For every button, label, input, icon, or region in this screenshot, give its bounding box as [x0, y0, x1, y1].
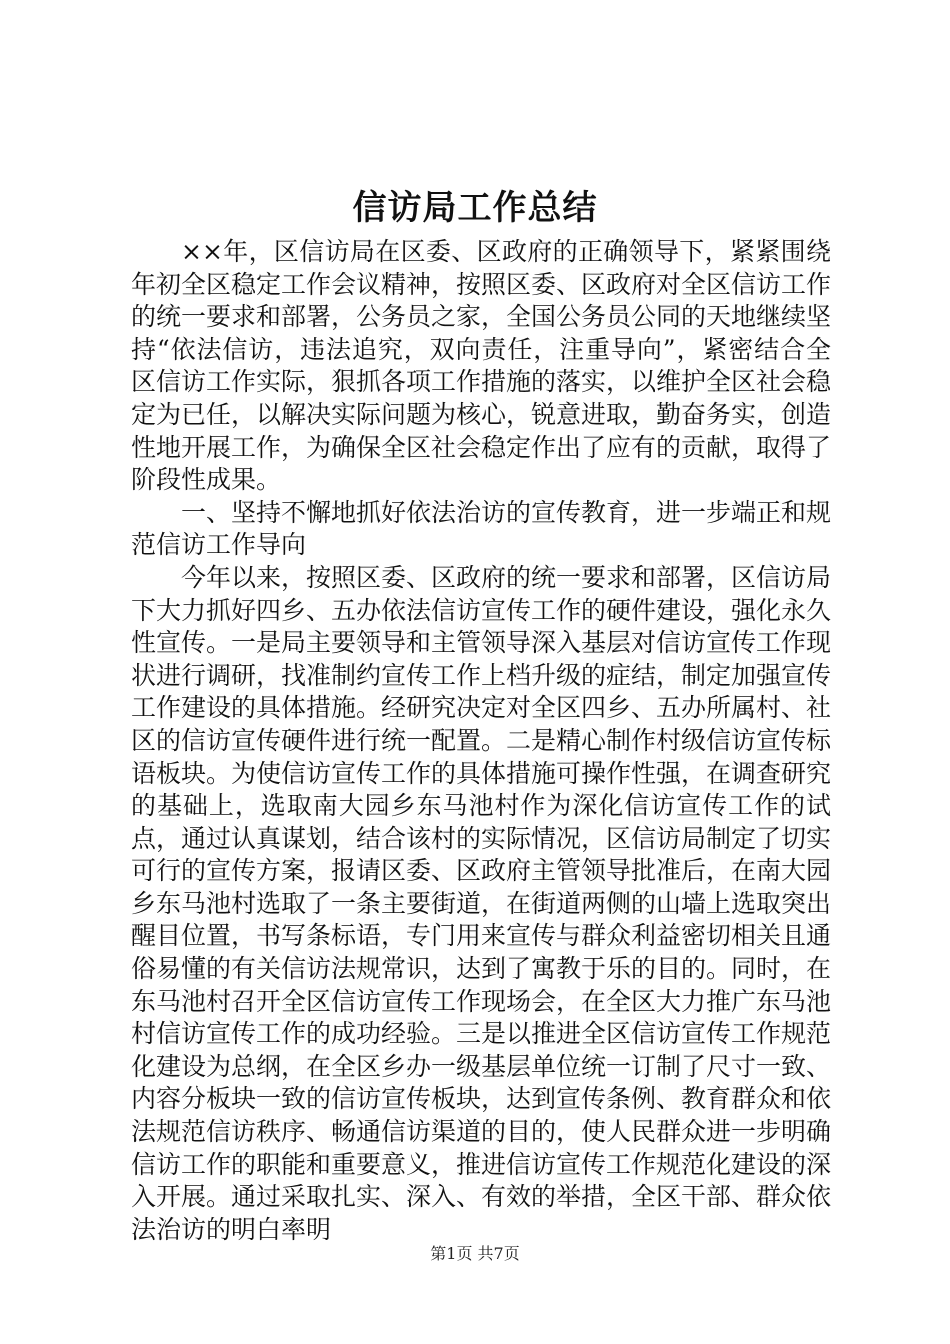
document-title: 信访局工作总结 — [352, 188, 598, 228]
paragraph-section-heading: 一、坚持不懈地抓好依法治访的宣传教育，进一步端正和规范信访工作导向 — [131, 497, 832, 560]
paragraph-section-body: 今年以来，按照区委、区政府的统一要求和部署，区信访局下大力抓好四乡、五办依法信访宣传工作的硬件建设，强化永久性宣传。一是局主要领导和主管领导深入基层对信访宣传工作现状进行调研，找准制约宣传工作上档升级的症结，制定加强宣传工作建设的具体措施。经研究决定对全区四乡、五办所属村、社区的信访宣传硬件进行统一配置。二是精心制作村级信访宣传标语板块。为使信访宣传工作的具体措施可操作性强，在调查研究的基础上，选取南大园乡东马池村作为深化信访宣传工作的试点，通过认真谋划，结合该村的实际情况，区信访局制定了切实可行的宣传方案，报请区委、区政府主管领导批准后，在南大园乡东马池村选取了一条主要街道，在街道两侧的山墙上选取突出醒目位置，书写条标语，专门用来宣传与群众利益密切相关且通俗易懂的有关信访法规常识，达到了寓教于乐的目的。同时，在东马池村召开全区信访宣传工作现场会，在全区大力推广东马池村信访宣传工作的成功经验。三是以推进全区信访宣传工作规范化建设为总纲，在全区乡办一级基层单位统一订制了尺寸一致、内容分板块一致的信访宣传板块，达到宣传条例、教育群众和依法规范信访秩序、畅通信访渠道的目的，使人民群众进一步明确信访工作的职能和重要意义，推进信访宣传工作规范化建设的深入开展。通过采取扎实、深入、有效的举措，全区干部、群众依法治访的明白率明 — [131, 562, 832, 1244]
paragraph-intro: ××年，区信访局在区委、区政府的正确领导下，紧紧围绕年初全区稳定工作会议精神，按照区委、区政府对全区信访工作的统一要求和部署，公务员之家，全国公务员公同的天地继续坚持“依法信访，违法追究，双向责任，注重导向”，紧密结合全区信访工作实际，狠抓各项工作措施的落实，以维护全区社会稳定为已任，以解决实际问题为核心，锐意进取，勤奋务实，创造性地开展工作，为确保全区社会稳定作出了应有的贡献，取得了阶段性成果。 — [131, 237, 832, 495]
document-body — [131, 236, 831, 1246]
page-footer: 第1页 共7页 — [430, 1244, 520, 1263]
